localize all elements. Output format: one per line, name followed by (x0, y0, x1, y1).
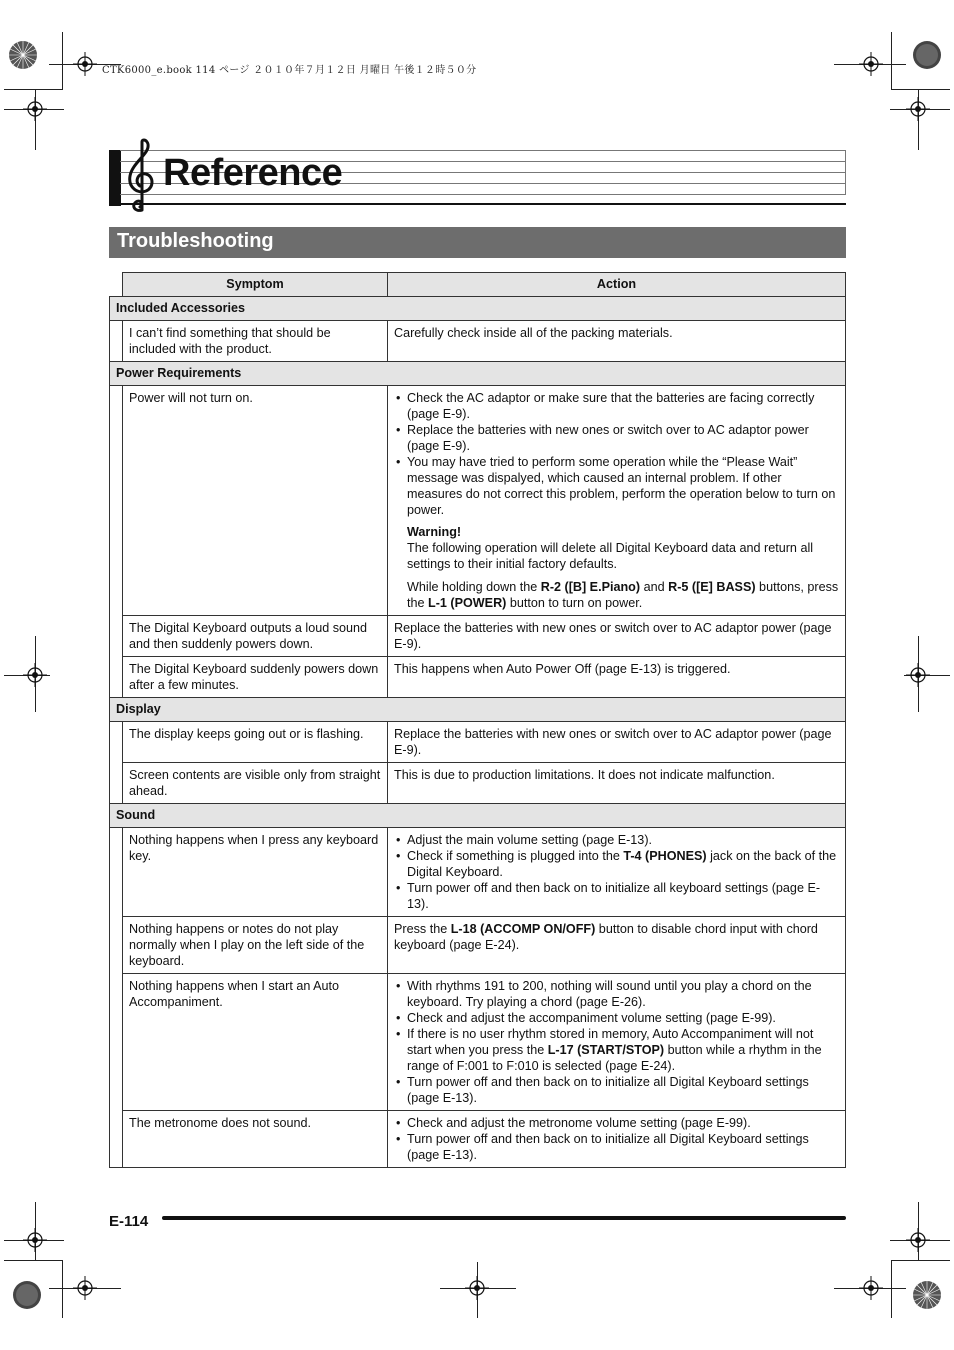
category-row (110, 362, 846, 386)
header-symptom: Symptom (123, 273, 388, 297)
action-cell: Carefully check inside all of the packing materials. (388, 321, 846, 362)
warning-title: Warning! (407, 525, 462, 539)
table-row (110, 828, 846, 917)
symptom-cell: Nothing happens when I start an Auto Accompaniment. (123, 974, 388, 1111)
symptom-cell: Screen contents are visible only from straight ahead. (123, 763, 388, 804)
action-bullet: • Check if something is plugged into the T-4 (PHONES) jack on the back of the Digital Keyboard. (394, 848, 839, 880)
symptom-cell: The Digital Keyboard outputs a loud sound and then suddenly powers down. (123, 616, 388, 657)
table-row (110, 1111, 846, 1168)
symptom-cell: Nothing happens or notes do not play normally when I play on the left side of the keyboard. (123, 917, 388, 974)
crosshair-target-icon (903, 1225, 933, 1255)
symptom-cell: The metronome does not sound. (123, 1111, 388, 1168)
category-label: Display (110, 698, 846, 722)
crosshair-target-icon (462, 1273, 492, 1303)
action-cell: This is due to production limitations. It does not indicate malfunction. (388, 763, 846, 804)
crosshair-target-icon (856, 1273, 886, 1303)
print-header: CTK6000_e.book 114 ページ ２０１０年７月１２日 月曜日 午後１２時５０分 (102, 65, 477, 76)
action-bullet: • Adjust the main volume setting (page E-13). (394, 832, 839, 848)
page-title: Reference (163, 152, 343, 194)
category-label: Power Requirements (110, 362, 846, 386)
action-cell: Press the L-18 (ACCOMP ON/OFF) button to disable chord input with chord keyboard (page E-24). (388, 917, 846, 974)
section-title: Troubleshooting (117, 230, 274, 252)
crosshair-target-icon (20, 1225, 50, 1255)
table-row (110, 657, 846, 698)
warning-operation: While holding down the R-2 ([B] E.Piano) and R-5 ([E] BASS) buttons, press the L-1 (POWER) button to turn on power. (407, 580, 839, 610)
table-row (110, 917, 846, 974)
action-bullet: • Turn power off and then back on to initialize all Digital Keyboard settings (page E-13). (394, 1131, 839, 1163)
category-row (110, 698, 846, 722)
table-row (110, 616, 846, 657)
action-cell: Replace the batteries with new ones or switch over to AC adaptor power (page E-9). (388, 722, 846, 763)
table-row (110, 321, 846, 362)
action-cell: Replace the batteries with new ones or switch over to AC adaptor power (page E-9). (388, 616, 846, 657)
action-cell (388, 974, 846, 1111)
warning-text: The following operation will delete all Digital Keyboard data and return all settings to their initial factory defaults. (407, 541, 814, 571)
footer-rule (162, 1216, 846, 1220)
action-cell: This happens when Auto Power Off (page E-13) is triggered. (388, 657, 846, 698)
action-bullet: • Check the AC adaptor or make sure that the batteries are facing correctly (page E-9). (394, 390, 839, 422)
action-bullet: • Check and adjust the metronome volume setting (page E-99). (394, 1115, 839, 1131)
header-action: Action (388, 273, 846, 297)
action-cell (388, 386, 846, 616)
action-bullet: • Check and adjust the accompaniment volume setting (page E-99). (394, 1010, 839, 1026)
table-header-row (110, 273, 846, 297)
action-bullet: • You may have tried to perform some operation while the “Please Wait” message was dispalyed, which caused an internal problem. If other measures do not correct this problem, perform the operation below to turn on power. (394, 454, 839, 518)
action-bullet: • With rhythms 191 to 200, nothing will sound until you play a chord on the keyboard. Try playing a chord (page E-26). (394, 978, 839, 1010)
table-row (110, 722, 846, 763)
action-cell (388, 828, 846, 917)
category-row (110, 804, 846, 828)
crosshair-target-icon (856, 49, 886, 79)
crosshair-target-icon (70, 1273, 100, 1303)
category-label: Sound (110, 804, 846, 828)
crosshair-target-icon (20, 660, 50, 690)
treble-clef-icon (122, 136, 160, 216)
registration-dot-icon (912, 40, 942, 70)
table-row (110, 974, 846, 1111)
symptom-cell: The display keeps going out or is flashing. (123, 722, 388, 763)
table-row (110, 763, 846, 804)
registration-dot-icon (12, 1280, 42, 1310)
category-row (110, 297, 846, 321)
action-bullet: • Turn power off and then back on to initialize all Digital Keyboard settings (page E-13). (394, 1074, 839, 1106)
registration-wheel-icon (8, 40, 38, 70)
category-label: Included Accessories (110, 297, 846, 321)
registration-wheel-icon (912, 1280, 942, 1310)
crosshair-target-icon (70, 49, 100, 79)
crosshair-target-icon (903, 94, 933, 124)
action-cell (388, 1111, 846, 1168)
page-number: E-114 (109, 1213, 149, 1230)
symptom-cell: I can’t find something that should be included with the product. (123, 321, 388, 362)
action-bullet: • If there is no user rhythm stored in memory, Auto Accompaniment will not start when you press the L-17 (START/STOP) button while a rhythm in the range of F:001 to F:010 is selected (page E-24). (394, 1026, 839, 1074)
action-bullet: • Replace the batteries with new ones or switch over to AC adaptor power (page E-9). (394, 422, 839, 454)
troubleshooting-table (109, 272, 846, 1168)
crosshair-target-icon (20, 94, 50, 124)
action-bullet: • Turn power off and then back on to initialize all keyboard settings (page E-13). (394, 880, 839, 912)
crosshair-target-icon (903, 660, 933, 690)
table-row (110, 386, 846, 616)
symptom-cell: The Digital Keyboard suddenly powers down after a few minutes. (123, 657, 388, 698)
symptom-cell: Nothing happens when I press any keyboard key. (123, 828, 388, 917)
warning-block (407, 524, 839, 611)
symptom-cell: Power will not turn on. (123, 386, 388, 616)
